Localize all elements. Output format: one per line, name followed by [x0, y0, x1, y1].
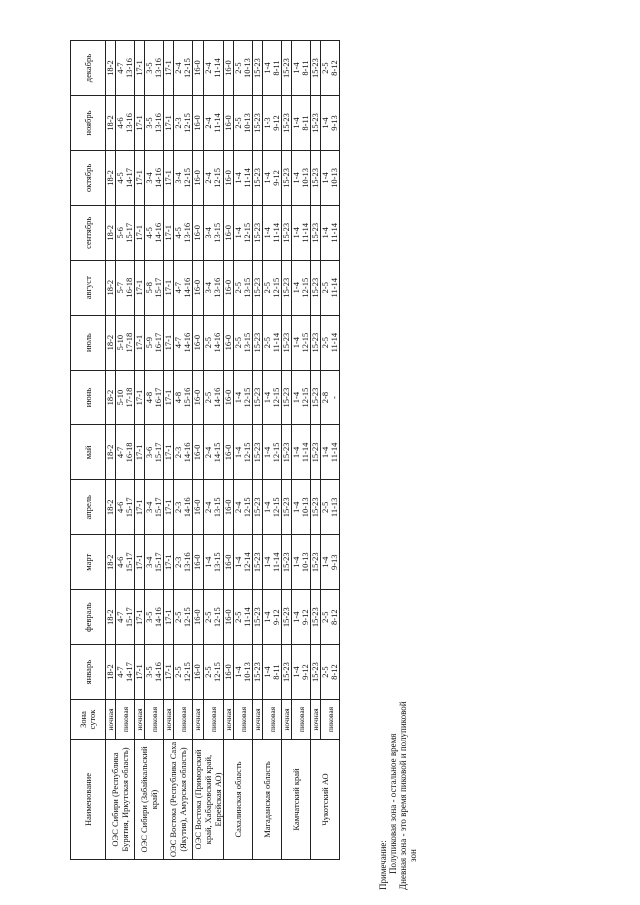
time-cell: 15-23 — [253, 315, 263, 370]
header-month: июнь — [71, 370, 106, 425]
time-cell: 4-5 13-16 — [174, 205, 193, 260]
notes-line: зон — [408, 849, 418, 862]
time-cell: 15-23 — [253, 260, 263, 315]
time-cell: 16-0 — [193, 645, 204, 700]
time-cell: 2-5 13-15 — [234, 315, 253, 370]
region-name-cell: ОЭС Сибири (Забайкальский край) — [135, 740, 164, 860]
time-cell: 1-4 11-14 — [292, 205, 311, 260]
time-cell: 17-1 — [135, 645, 145, 700]
zone-cell: пиковая — [116, 700, 135, 740]
time-cell: 18-2 — [106, 315, 116, 370]
time-cell: 18-2 — [106, 645, 116, 700]
header-month: октябрь — [71, 150, 106, 205]
table-row — [253, 41, 263, 860]
time-cell: 17-1 — [135, 535, 145, 590]
time-cell: 1-4 10-13 — [292, 535, 311, 590]
time-cell: 1-4 10-13 — [292, 150, 311, 205]
time-cell: 15-23 — [253, 535, 263, 590]
zone-cell: ночная — [311, 700, 321, 740]
time-cell: 4-5 14-16 — [145, 205, 164, 260]
time-cell: 15-23 — [282, 205, 292, 260]
table-row — [234, 41, 253, 860]
zone-cell: ночная — [135, 700, 145, 740]
table-header-row — [71, 41, 106, 860]
time-cell: 15-23 — [282, 425, 292, 480]
zone-cell: пиковая — [321, 700, 340, 740]
time-cell: 2-5 11-13 — [321, 480, 340, 535]
header-month: май — [71, 425, 106, 480]
time-cell: 17-1 — [164, 590, 174, 645]
time-cell: 1-4 12-15 — [234, 205, 253, 260]
notes-block — [378, 70, 418, 890]
time-cell: 2-5 11-14 — [321, 315, 340, 370]
header-month: декабрь — [71, 41, 106, 96]
time-cell: 2-5 8-12 — [321, 590, 340, 645]
time-cell: 5-8 15-17 — [145, 260, 164, 315]
time-cell: 15-23 — [253, 425, 263, 480]
zone-cell: пиковая — [292, 700, 311, 740]
time-cell: 15-23 — [282, 96, 292, 151]
time-cell: 17-1 — [164, 41, 174, 96]
time-cell: 2-4 12-15 — [174, 41, 193, 96]
time-cell: 16-0 — [193, 315, 204, 370]
time-cell: 15-23 — [253, 41, 263, 96]
time-cell: 15-23 — [311, 150, 321, 205]
time-cell: 16-0 — [224, 96, 234, 151]
region-name-cell: Чукотский АО — [311, 740, 340, 860]
time-cell: 1-4 9-12 — [292, 590, 311, 645]
tariff-zones-table — [70, 40, 340, 860]
zone-cell: пиковая — [203, 700, 223, 740]
notes-line: Полупиковая зона - остальное время — [388, 733, 398, 874]
time-cell: 2-5 14-16 — [203, 315, 223, 370]
table-row — [282, 41, 292, 860]
time-cell: 17-1 — [164, 535, 174, 590]
time-cell: 4-7 14-16 — [174, 260, 193, 315]
time-cell: 15-23 — [253, 480, 263, 535]
zone-cell: ночная — [106, 700, 116, 740]
time-cell: 1-4 12-15 — [292, 260, 311, 315]
header-zone: Зона суток — [71, 700, 106, 740]
time-cell: 1-4 8-11 — [292, 41, 311, 96]
time-cell: 4-7 14-16 — [174, 315, 193, 370]
time-cell: 16-0 — [193, 535, 204, 590]
time-cell: 18-2 — [106, 96, 116, 151]
time-cell: 15-23 — [311, 96, 321, 151]
time-cell: 2-5 11-14 — [321, 260, 340, 315]
time-cell: 16-0 — [193, 590, 204, 645]
time-cell: 18-2 — [106, 205, 116, 260]
time-cell: 2-4 12-15 — [234, 480, 253, 535]
time-cell: 2-5 12-15 — [203, 590, 223, 645]
header-month: август — [71, 260, 106, 315]
time-cell: 1-4 9-13 — [321, 535, 340, 590]
time-cell: 16-0 — [193, 150, 204, 205]
time-cell: 17-1 — [164, 645, 174, 700]
time-cell: 4-7 16-18 — [116, 425, 135, 480]
notes-title: Примечание: — [378, 840, 388, 890]
time-cell: 18-2 — [106, 425, 116, 480]
region-name-cell: ОЭС Сибири (Республика Бурятия, Иркутская область) — [106, 740, 135, 860]
time-cell: 2-4 13-15 — [203, 480, 223, 535]
time-cell: 18-2 — [106, 590, 116, 645]
time-cell: 2-3 13-16 — [174, 535, 193, 590]
time-cell: 2-5 12-15 — [203, 645, 223, 700]
time-cell: 17-1 — [135, 96, 145, 151]
time-cell: 15-23 — [311, 260, 321, 315]
time-cell: 1-4 11-14 — [321, 425, 340, 480]
time-cell: 15-23 — [282, 480, 292, 535]
time-cell: 17-1 — [164, 96, 174, 151]
time-cell: 16-0 — [193, 205, 204, 260]
time-cell: 3-5 13-16 — [145, 96, 164, 151]
time-cell: 15-23 — [311, 425, 321, 480]
time-cell: 4-7 14-17 — [116, 645, 135, 700]
time-cell: 17-1 — [135, 425, 145, 480]
time-cell: 18-2 — [106, 260, 116, 315]
time-cell: 5-6 15-17 — [116, 205, 135, 260]
time-cell: 2-5 13-15 — [234, 260, 253, 315]
time-cell: 16-0 — [224, 480, 234, 535]
time-cell: 4-6 15-17 — [116, 480, 135, 535]
time-cell: 2-5 11-14 — [263, 315, 282, 370]
table-row — [203, 41, 223, 860]
zone-cell: ночная — [253, 700, 263, 740]
zone-cell: ночная — [282, 700, 292, 740]
header-name: Наименование — [71, 740, 106, 860]
time-cell: 2-5 8-12 — [321, 645, 340, 700]
time-cell: 1-4 11-14 — [263, 205, 282, 260]
time-cell: 15-23 — [282, 315, 292, 370]
time-cell: 1-4 11-14 — [234, 150, 253, 205]
table-row — [174, 41, 193, 860]
time-cell: 17-1 — [164, 260, 174, 315]
time-cell: 2-8 - — [321, 370, 340, 425]
time-cell: 17-1 — [164, 150, 174, 205]
notes-line: Дневная зона - это время пиковой и полупиковой — [398, 701, 408, 890]
table-row — [311, 41, 321, 860]
time-cell: 17-1 — [164, 315, 174, 370]
time-cell: 2-5 12-15 — [174, 645, 193, 700]
time-cell: 1-4 9-13 — [321, 96, 340, 151]
time-cell: 16-0 — [193, 480, 204, 535]
time-cell: 17-1 — [135, 590, 145, 645]
time-cell: 3-5 14-16 — [145, 645, 164, 700]
region-name-cell: Сахалинская область — [224, 740, 253, 860]
time-cell: 15-23 — [253, 645, 263, 700]
time-cell: 1-4 10-13 — [292, 480, 311, 535]
time-cell: 18-2 — [106, 41, 116, 96]
time-cell: 1-4 8-11 — [263, 41, 282, 96]
time-cell: 16-0 — [224, 150, 234, 205]
time-cell: 17-1 — [164, 205, 174, 260]
time-cell: 15-23 — [253, 96, 263, 151]
time-cell: 2-5 8-12 — [321, 41, 340, 96]
time-cell: 2-5 12-15 — [263, 260, 282, 315]
time-cell: 1-4 12-15 — [263, 425, 282, 480]
time-cell: 16-0 — [224, 535, 234, 590]
zone-cell: пиковая — [263, 700, 282, 740]
time-cell: 16-0 — [193, 41, 204, 96]
header-month: ноябрь — [71, 96, 106, 151]
table-row — [292, 41, 311, 860]
header-month: сентябрь — [71, 205, 106, 260]
time-cell: 16-0 — [193, 260, 204, 315]
time-cell: 1-4 12-15 — [292, 370, 311, 425]
time-cell: 16-0 — [224, 425, 234, 480]
time-cell: 18-2 — [106, 480, 116, 535]
time-cell: 2-4 12-15 — [203, 150, 223, 205]
time-cell: 17-1 — [135, 205, 145, 260]
time-cell: 17-1 — [135, 480, 145, 535]
time-cell: 1-3 9-12 — [263, 96, 282, 151]
time-cell: 2-5 12-15 — [174, 590, 193, 645]
header-month: январь — [71, 645, 106, 700]
time-cell: 4-8 16-17 — [145, 370, 164, 425]
time-cell: 18-2 — [106, 150, 116, 205]
time-cell: 1-4 11-14 — [321, 205, 340, 260]
time-cell: 16-0 — [224, 205, 234, 260]
time-cell: 2-3 14-16 — [174, 480, 193, 535]
time-cell: 3-5 13-16 — [145, 41, 164, 96]
table-body — [106, 41, 340, 860]
time-cell: 15-23 — [311, 205, 321, 260]
region-name-cell: Камчатский край — [282, 740, 311, 860]
time-cell: 1-4 13-15 — [203, 535, 223, 590]
time-cell: 1-4 12-15 — [263, 370, 282, 425]
time-cell: 1-4 8-11 — [292, 96, 311, 151]
time-cell: 4-8 15-16 — [174, 370, 193, 425]
time-cell: 15-23 — [282, 535, 292, 590]
time-cell: 2-3 14-16 — [174, 425, 193, 480]
zone-cell: пиковая — [234, 700, 253, 740]
time-cell: 1-4 8-11 — [263, 645, 282, 700]
table-row — [193, 41, 204, 860]
table-row — [321, 41, 340, 860]
time-cell: 15-23 — [311, 315, 321, 370]
zone-cell: пиковая — [174, 700, 193, 740]
time-cell: 1-4 12-15 — [292, 315, 311, 370]
time-cell: 15-23 — [253, 205, 263, 260]
time-cell: 1-4 9-12 — [263, 150, 282, 205]
time-cell: 5-7 16-18 — [116, 260, 135, 315]
zone-cell: ночная — [224, 700, 234, 740]
time-cell: 5-10 17-18 — [116, 370, 135, 425]
time-cell: 2-4 11-14 — [203, 96, 223, 151]
region-name-cell: Магаданская область — [253, 740, 282, 860]
time-cell: 15-23 — [282, 260, 292, 315]
time-cell: 1-4 10-13 — [321, 150, 340, 205]
time-cell: 4-5 14-17 — [116, 150, 135, 205]
time-cell: 16-0 — [224, 370, 234, 425]
header-month: март — [71, 535, 106, 590]
time-cell: 4-7 13-16 — [116, 41, 135, 96]
time-cell: 17-1 — [164, 370, 174, 425]
time-cell: 2-4 14-15 — [203, 425, 223, 480]
time-cell: 3-5 14-16 — [145, 590, 164, 645]
time-cell: 15-23 — [253, 370, 263, 425]
time-cell: 16-0 — [193, 96, 204, 151]
time-cell: 15-23 — [311, 480, 321, 535]
time-cell: 17-1 — [135, 150, 145, 205]
time-cell: 1-4 12-15 — [263, 480, 282, 535]
time-cell: 2-5 10-13 — [234, 41, 253, 96]
time-cell: 15-23 — [311, 535, 321, 590]
region-name-cell: ОЭС Востока (Приморский край, Хабаровский край, Еврейская АО) — [193, 740, 224, 860]
time-cell: 1-4 11-14 — [263, 535, 282, 590]
time-cell: 15-23 — [253, 590, 263, 645]
time-cell: 5-10 17-18 — [116, 315, 135, 370]
time-cell: 16-0 — [224, 41, 234, 96]
time-cell: 3-4 14-16 — [145, 150, 164, 205]
zone-cell: ночная — [164, 700, 174, 740]
time-cell: 15-23 — [311, 645, 321, 700]
time-cell: 4-6 13-16 — [116, 96, 135, 151]
time-cell: 4-7 15-17 — [116, 590, 135, 645]
table-row — [145, 41, 164, 860]
table-row — [224, 41, 234, 860]
time-cell: 2-4 11-14 — [203, 41, 223, 96]
time-cell: 15-23 — [253, 150, 263, 205]
time-cell: 3-4 13-15 — [203, 205, 223, 260]
time-cell: 15-23 — [311, 370, 321, 425]
time-cell: 2-5 10-13 — [234, 96, 253, 151]
time-cell: 15-23 — [311, 590, 321, 645]
table-row — [164, 41, 174, 860]
time-cell: 18-2 — [106, 370, 116, 425]
region-name-cell: ОЭС Востока (Республика Саха (Якутия), Амурская область) — [164, 740, 193, 860]
header-month: апрель — [71, 480, 106, 535]
time-cell: 1-4 10-13 — [234, 645, 253, 700]
time-cell: 17-1 — [135, 41, 145, 96]
time-cell: 16-0 — [224, 260, 234, 315]
time-cell: 3-4 13-16 — [203, 260, 223, 315]
time-cell: 16-0 — [193, 425, 204, 480]
time-cell: 15-23 — [282, 590, 292, 645]
table-row — [263, 41, 282, 860]
time-cell: 16-0 — [224, 645, 234, 700]
header-month: июль — [71, 315, 106, 370]
time-cell: 16-0 — [224, 315, 234, 370]
time-cell: 17-1 — [135, 370, 145, 425]
header-month: февраль — [71, 590, 106, 645]
time-cell: 2-5 14-16 — [203, 370, 223, 425]
time-cell: 15-23 — [282, 645, 292, 700]
time-cell: 1-4 11-14 — [292, 425, 311, 480]
time-cell: 15-23 — [282, 41, 292, 96]
rotated-table-container — [70, 40, 370, 860]
time-cell: 2-5 11-14 — [234, 590, 253, 645]
time-cell: 3-4 15-17 — [145, 480, 164, 535]
zone-cell: пиковая — [145, 700, 164, 740]
table-row — [135, 41, 145, 860]
table-row — [106, 41, 116, 860]
time-cell: 15-23 — [282, 370, 292, 425]
time-cell: 3-4 12-15 — [174, 150, 193, 205]
time-cell: 3-6 15-17 — [145, 425, 164, 480]
time-cell: 15-23 — [282, 150, 292, 205]
time-cell: 1-4 12-15 — [234, 425, 253, 480]
time-cell: 17-1 — [135, 315, 145, 370]
time-cell: 17-1 — [164, 425, 174, 480]
time-cell: 1-4 12-14 — [234, 535, 253, 590]
time-cell: 2-3 12-15 — [174, 96, 193, 151]
time-cell: 1-4 9-12 — [263, 590, 282, 645]
time-cell: 18-2 — [106, 535, 116, 590]
time-cell: 5-9 16-17 — [145, 315, 164, 370]
zone-cell: ночная — [193, 700, 204, 740]
time-cell: 1-4 9-12 — [292, 645, 311, 700]
time-cell: 1-4 12-15 — [234, 370, 253, 425]
time-cell: 16-0 — [193, 370, 204, 425]
time-cell: 4-6 15-17 — [116, 535, 135, 590]
time-cell: 15-23 — [311, 41, 321, 96]
time-cell: 17-1 — [164, 480, 174, 535]
time-cell: 3-4 15-17 — [145, 535, 164, 590]
time-cell: 17-1 — [135, 260, 145, 315]
time-cell: 16-0 — [224, 590, 234, 645]
table-row — [116, 41, 135, 860]
